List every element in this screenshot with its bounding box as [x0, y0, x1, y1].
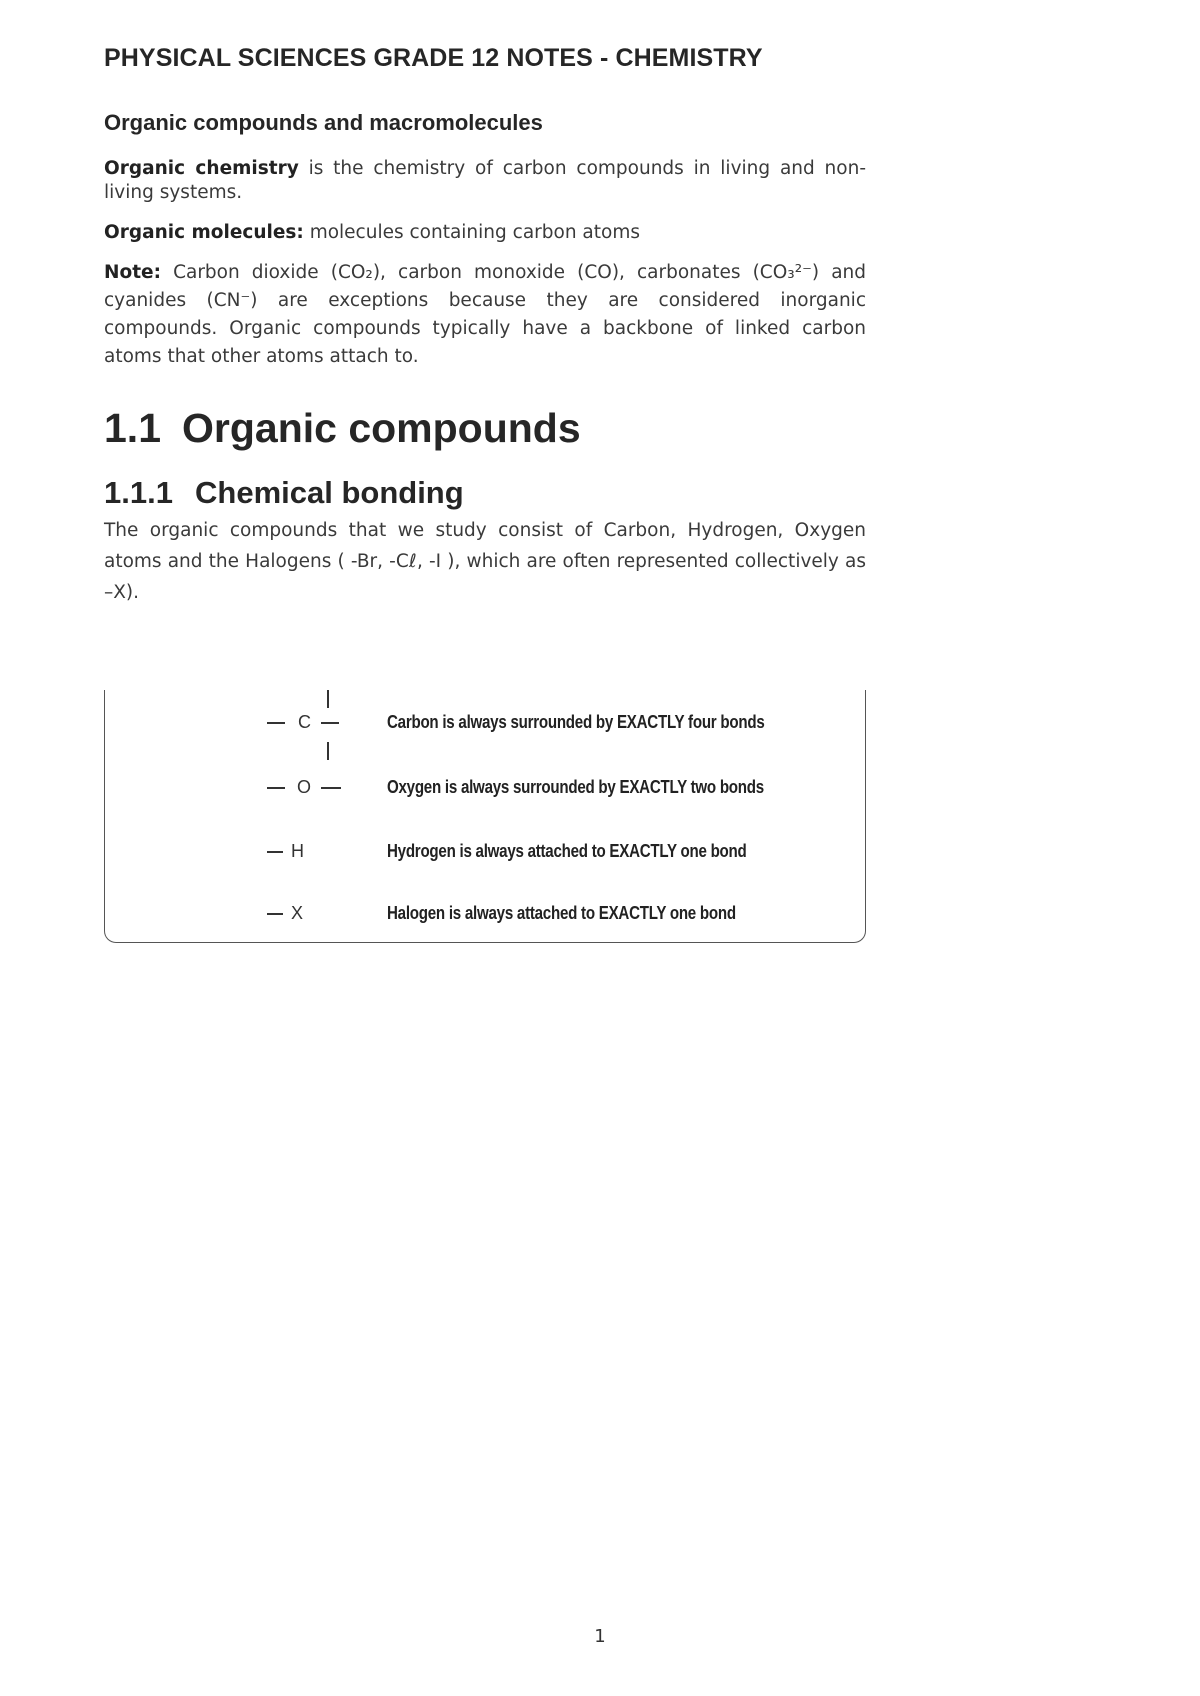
note-label: Note: [104, 262, 161, 283]
section-title: Organic compounds [182, 405, 581, 451]
halogen-symbol: X [291, 903, 304, 923]
section-number: 1.1 [104, 405, 161, 451]
carbon-rule-text: Carbon is always surrounded by EXACTLY four bonds [387, 712, 765, 732]
subsection-title: Chemical bonding [195, 475, 464, 510]
document-title: PHYSICAL SCIENCES GRADE 12 NOTES - CHEMISTRY [104, 44, 763, 72]
note-text: Carbon dioxide (CO₂), carbon monoxide (CO), carbonates (CO₃²⁻) and cyanides (CN⁻) are exceptions because they are considered inorganic compounds. Organic compounds typically have a backbone of linked carbon atoms that other atoms attach to. [104, 262, 866, 367]
paragraph-organic-molecules [104, 220, 866, 246]
paragraph-note [104, 259, 866, 371]
halogen-bond [267, 913, 283, 915]
oxygen-left-bond [267, 787, 285, 789]
section-heading [104, 405, 581, 452]
hydrogen-structure [265, 837, 375, 867]
page-number: 1 [594, 1626, 606, 1647]
paragraph-organic-chemistry [104, 157, 866, 205]
definition-text: molecules containing carbon atoms [303, 222, 641, 243]
oxygen-rule-text: Oxygen is always surrounded by EXACTLY two bonds [387, 777, 764, 797]
bond-rule-oxygen [105, 773, 865, 803]
hydrogen-bond [267, 851, 283, 853]
carbon-right-bond [321, 722, 339, 724]
section-subtitle: Organic compounds and macromolecules [104, 110, 543, 135]
carbon-bottom-bond [327, 742, 329, 760]
oxygen-right-bond [321, 787, 341, 789]
hydrogen-symbol: H [291, 841, 304, 861]
bonding-rules-box [104, 690, 866, 943]
term-organic-molecules: Organic molecules: [104, 222, 304, 243]
term-organic-chemistry: Organic chemistry [104, 158, 299, 179]
carbon-symbol: C [298, 712, 311, 732]
paragraph-chemical-bonding: The organic compounds that we study consist of Carbon, Hydrogen, Oxygen atoms and the Halogens ( -Br, -Cℓ, -I ), which are often represented collectively as –X). [104, 520, 866, 603]
oxygen-symbol: O [297, 777, 312, 797]
subsection-heading [104, 475, 464, 511]
definition-text: is the chemistry of carbon compounds in living and non-living systems. [104, 158, 867, 203]
halogen-rule-text: Halogen is always attached to EXACTLY one bond [387, 903, 736, 923]
carbon-structure [265, 708, 375, 738]
carbon-left-bond [267, 722, 285, 724]
carbon-top-bond [327, 690, 329, 708]
subsection-number: 1.1.1 [104, 475, 173, 510]
oxygen-structure [265, 773, 375, 803]
hydrogen-rule-text: Hydrogen is always attached to EXACTLY one bond [387, 841, 747, 861]
bond-rule-carbon [105, 708, 865, 738]
halogen-structure [265, 899, 375, 929]
bond-rule-halogen [105, 899, 865, 929]
bond-rule-hydrogen [105, 837, 865, 867]
